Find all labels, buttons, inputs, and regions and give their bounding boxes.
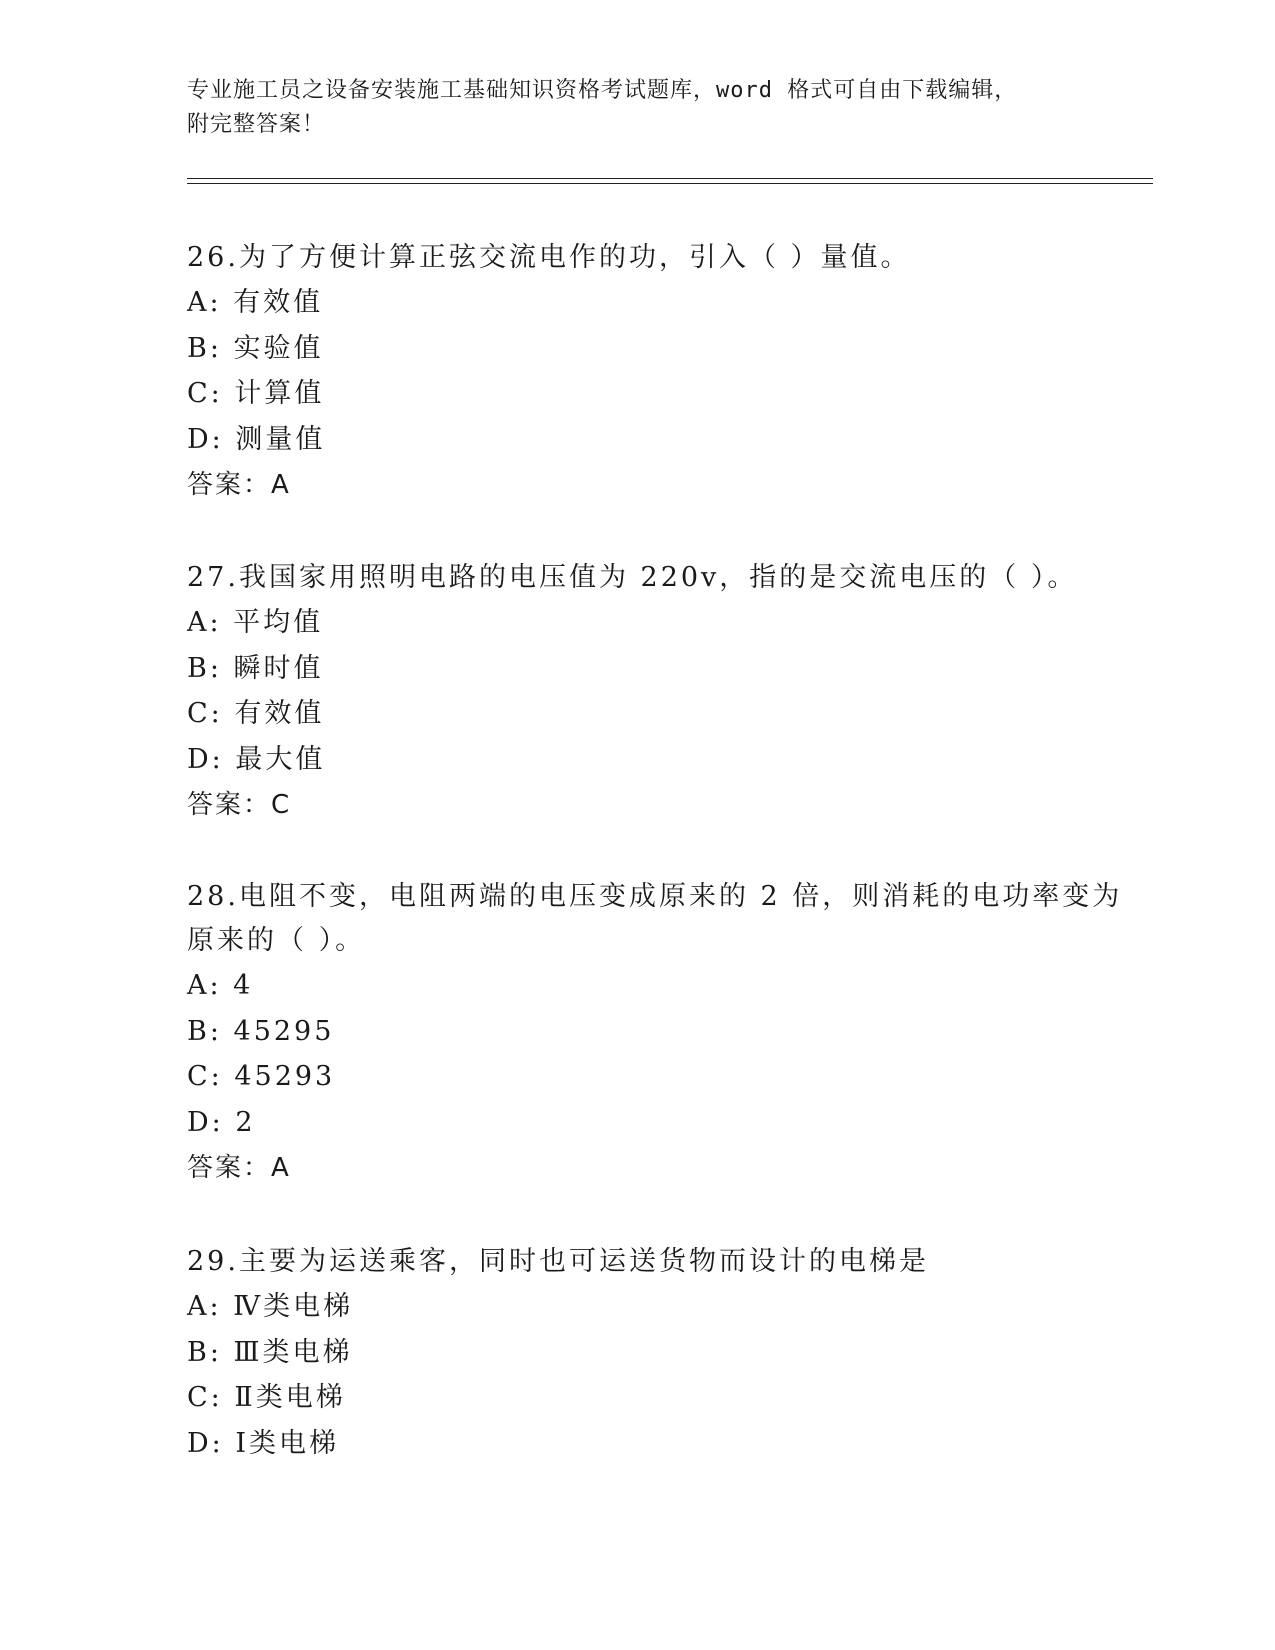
header-title-line-1: 专业施工员之设备安装施工基础知识资格考试题库，word 格式可自由下载编辑，	[187, 78, 1018, 103]
option-d: D: 测量值	[187, 423, 326, 455]
option-d: D: 最大值	[187, 743, 326, 775]
option-d: D: Ⅰ类电梯	[187, 1427, 339, 1459]
option-c: C: 有效值	[187, 698, 325, 729]
option-a: A: Ⅳ类电梯	[187, 1291, 354, 1322]
option-c: C: 45293	[187, 1061, 336, 1092]
option-b: B: 瞬时值	[187, 652, 324, 684]
document-header	[187, 74, 1107, 142]
header-divider-top	[187, 178, 1153, 179]
answer-line: 答案：A	[187, 1153, 291, 1183]
option-a: A: 平均值	[187, 607, 324, 638]
question-27	[187, 556, 1107, 828]
option-a: A: 4	[187, 970, 254, 1001]
question-26	[187, 236, 1107, 508]
header-divider-bottom	[187, 183, 1153, 184]
header-title-line-2: 附完整答案！	[187, 112, 326, 137]
option-d: D: 2	[187, 1106, 256, 1138]
option-c: C: Ⅱ类电梯	[187, 1382, 346, 1413]
question-stem-line-2: 原来的（ ）。	[187, 925, 366, 956]
question-28	[187, 875, 1123, 1191]
option-b: B: 实验值	[187, 332, 324, 364]
option-b: B: 45295	[187, 1015, 335, 1047]
answer-line: 答案：A	[187, 470, 291, 500]
question-stem: 27.我国家用照明电路的电压值为 220v，指的是交流电压的（ ）。	[187, 562, 1078, 593]
question-stem-line-1: 28.电阻不变，电阻两端的电压变成原来的 2 倍，则消耗的电功率变为	[187, 881, 1123, 912]
question-29	[187, 1240, 1107, 1466]
option-a: A: 有效值	[187, 287, 324, 318]
option-c: C: 计算值	[187, 378, 325, 409]
option-b: B: Ⅲ类电梯	[187, 1336, 353, 1368]
question-stem: 29.主要为运送乘客，同时也可运送货物而设计的电梯是	[187, 1246, 929, 1277]
answer-line: 答案：C	[187, 790, 292, 820]
question-stem: 26.为了方便计算正弦交流电作的功，引入（ ）量值。	[187, 242, 911, 273]
